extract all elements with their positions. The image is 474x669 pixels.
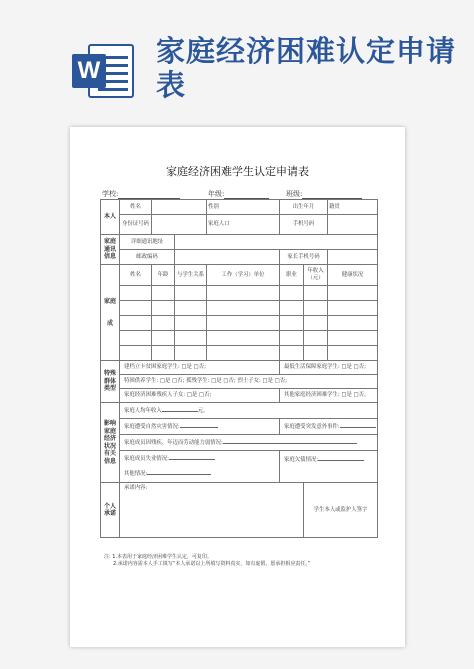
address-label: 详细通讯地址 xyxy=(120,235,175,250)
factors-row-1 xyxy=(101,403,378,419)
signature-label: 学生本人或监护人签字 xyxy=(313,506,368,513)
parent-phone-label: 家长手机号码 xyxy=(280,250,328,265)
illness-line: 家庭成员因残疾、年迈而劳动能力弱情况: xyxy=(120,435,378,451)
gender-label: 性别 xyxy=(208,203,219,210)
grade-underline xyxy=(224,192,269,199)
grade-label: 年级: xyxy=(208,190,225,198)
factors-section-label: 影响家庭经济状况有关信息 xyxy=(101,403,120,483)
personal-row-2 xyxy=(101,215,378,235)
postcode-label: 邮政编码 xyxy=(120,250,175,265)
family-member-row xyxy=(101,331,378,346)
word-document-icon xyxy=(72,42,136,100)
emergency-line: 家庭遭受突发意外事件: xyxy=(280,419,378,435)
special-item-7: 其他家庭经济困难学生: □是 □否。 xyxy=(280,389,378,403)
grade-field xyxy=(208,189,269,199)
promise-content-label: 承诺内容: xyxy=(124,485,148,491)
family-header-workplace: 工作（学习）单位 xyxy=(207,265,280,286)
factors-row-2 xyxy=(101,419,378,435)
personal-section-label: 本人 xyxy=(101,200,120,235)
word-logo-letter: W xyxy=(72,54,106,88)
disaster-line: 家庭遭受自然灾害情况: xyxy=(120,419,280,435)
special-row-1 xyxy=(101,361,378,375)
factors-row-3 xyxy=(101,435,378,451)
family-section-label-2: 成 xyxy=(106,320,113,327)
signature-cell xyxy=(304,483,378,538)
income-unit: 元。 xyxy=(197,407,209,414)
origin-cell xyxy=(328,200,378,215)
special-row-2 xyxy=(101,375,378,389)
class-label: 班级: xyxy=(286,190,303,198)
contact-row-2 xyxy=(101,250,378,265)
name-value xyxy=(152,200,207,215)
contact-row-1 xyxy=(101,235,378,250)
factors-row-4 xyxy=(101,451,378,483)
postcode-value xyxy=(175,250,280,265)
special-item-2: 最低生活保障家庭学生: □是 □否; xyxy=(280,361,378,375)
document-line xyxy=(98,88,128,91)
personal-row-1 xyxy=(101,200,378,215)
debt-line: 家庭欠债情况: xyxy=(280,451,378,483)
special-row-3 xyxy=(101,389,378,403)
name-label: 姓名 xyxy=(120,200,152,215)
document-title: 家庭经济困难学生认定申请表 xyxy=(166,165,309,178)
class-underline xyxy=(302,192,362,199)
id-card-value xyxy=(152,215,207,235)
page-header xyxy=(0,0,474,120)
contact-section-label: 家庭通讯信息 xyxy=(101,235,120,265)
family-header-row xyxy=(101,265,378,286)
special-item-1: 建档立卡贫困家庭学生: □是 □否; xyxy=(120,361,280,375)
document-notes xyxy=(104,554,374,568)
special-item-6: 家庭经济困难残疾人子女: □是 □否; xyxy=(120,389,280,403)
family-header-relation: 与学生关系 xyxy=(175,265,207,286)
mobile-value xyxy=(328,215,378,235)
origin-label: 籍贯 xyxy=(329,203,340,210)
school-field xyxy=(102,189,180,199)
family-header-health: 健康状况 xyxy=(328,265,378,286)
notes-line-1: 注: 1.本表用于家庭经济困难学生认定，可复印。 xyxy=(104,554,213,560)
document-paper xyxy=(70,127,405,647)
gender-cell xyxy=(207,200,280,215)
family-member-row xyxy=(101,316,378,331)
address-value xyxy=(175,235,378,250)
family-header-age: 年龄 xyxy=(152,265,175,286)
income-label: 家庭人均年收入 xyxy=(124,407,162,414)
class-field xyxy=(286,189,362,199)
household-cell xyxy=(207,215,280,235)
promise-section-label: 个人承诺 xyxy=(101,483,120,538)
school-underline xyxy=(118,192,180,199)
family-header-name: 姓名 xyxy=(120,265,152,286)
promise-content-cell xyxy=(120,483,304,538)
birth-label: 出生年月 xyxy=(280,200,328,215)
family-member-row xyxy=(101,301,378,316)
unemployment-other-lines: 家庭成员失业情况: 其他情况: xyxy=(120,451,280,483)
household-label: 家庭人口 xyxy=(208,221,230,228)
header-title: 家庭经济困难认定申请表 xyxy=(156,34,457,102)
family-header-occupation: 职业 xyxy=(280,265,304,286)
parent-phone-value xyxy=(328,250,378,265)
application-form-table xyxy=(100,199,378,538)
family-section-label-1: 家庭 xyxy=(103,297,116,305)
promise-row xyxy=(101,483,378,538)
special-section-label: 特殊群体类型 xyxy=(101,361,120,403)
income-line xyxy=(120,403,378,419)
school-label: 学校: xyxy=(102,190,119,198)
family-header-income: 年收入（元） xyxy=(304,265,328,286)
special-items-3-5: 特困供养学生: □是 □否; 孤残学生: □是 □否; 烈士子女: □是 □否; xyxy=(120,375,378,389)
notes-line-2: 2.承诺内容需本人手工填写“本人承诺以上所填写资料真实，如有虚假，愿承担相应责任。” xyxy=(113,561,311,567)
family-section-label xyxy=(101,265,120,361)
id-card-label: 身份证号码 xyxy=(120,215,152,235)
family-member-row xyxy=(101,286,378,301)
mobile-label: 手机号码 xyxy=(280,215,328,235)
family-member-row xyxy=(101,346,378,361)
